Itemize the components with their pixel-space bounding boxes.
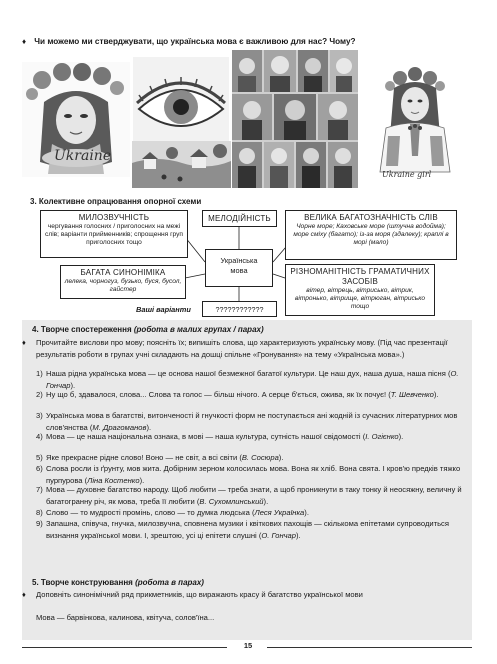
schema-box-melody-text: чергування голосних / приголосних на межі слів; варіанти прийменників; спрощення груп приголосних тощо [45, 223, 183, 247]
schema-box-synonyms [60, 265, 186, 299]
quote-body: Запашна, співуча, гнучка, милозвучна, сповнена музики і квіткових пахощів — скількома епітетами супроводиться визнання української мови. І, зрештою, усі ці епітети слушні ( [46, 519, 449, 540]
schema-center-line2: мова [230, 265, 248, 275]
quote-body: Мова — це наша національна ознака, в мові — наша культура, сутність нашої свідомості ( [46, 432, 366, 441]
quote-author: Леся Українка [254, 508, 305, 517]
ukraine-girl-illustration [22, 62, 130, 177]
footer-rule-left [22, 647, 227, 648]
quote-number: 1) [36, 369, 43, 378]
section5-intro [22, 589, 470, 601]
quote-item [36, 507, 472, 519]
right-image-caption: Ukraine girl [382, 170, 432, 179]
quote-author: О. Гончар [46, 369, 459, 390]
quote-end: ). [146, 422, 152, 432]
quote-body: Українська мова в багатстві, витонченості й гнучкості форм не поступається ані жодній із сучасних літературних мов слов'янства ( [46, 411, 458, 432]
quote-number: 3) [36, 411, 43, 420]
section4-title [32, 325, 264, 334]
quote-text [36, 507, 472, 519]
question-line [22, 37, 472, 46]
schema-box-grammar [285, 264, 435, 316]
quote-text [36, 410, 472, 433]
quote-end: ). [398, 432, 404, 441]
quote-item [36, 484, 472, 507]
girl-vyshyvanka-drawing [360, 66, 470, 186]
quote-item [36, 368, 472, 391]
section4-intro [22, 337, 470, 360]
page-number: 15 [243, 641, 253, 650]
quote-body: Яке прекрасне рідне слово! Воно — не світ, а всі світи ( [46, 453, 242, 462]
section5-example: Мова — барвінкова, калинова, квітуча, солов'їна... [36, 613, 215, 622]
quote-number: 4) [36, 432, 43, 441]
quote-text [36, 484, 472, 507]
schema-box-grammar-title: РІЗНОМАНІТНІСТЬ ГРАМАТИЧНИХ ЗАСОБІВ [290, 267, 430, 286]
schema-box-melodic-title: МЕЛОДІЙНІСТЬ [208, 214, 271, 223]
quote-end: ). [296, 530, 301, 540]
section4-intro-text: Прочитайте вислови про мову; поясніть їх; випишіть слова, що характеризують українську мову. (Під час презентації результатів роботи в групах учні складають на дошці спільне «Гронування» на тему «Українська мова».) [36, 338, 448, 359]
schema-box-grammar-text: вітер, вітрець, вітрисько, вітрик, вітронько, вітрище, вітрюган, вітрисько тощо [294, 287, 426, 311]
section5-title-text: 5. Творче конструювання [32, 578, 133, 587]
girl-vyshyvanka-illustration [360, 66, 470, 186]
section3-title: 3. Колективне опрацювання опорної схеми [30, 197, 202, 206]
schema-box-melodic [202, 210, 277, 227]
quote-item [36, 431, 472, 443]
quote-end: ). [263, 496, 269, 506]
schema-center-line1: Українська [220, 256, 258, 265]
section5-intro-text: Доповніть синонімічний ряд прикметників, що виражають красу й багатство української мови [36, 590, 363, 599]
quote-author: В. Сухомлинський [199, 496, 264, 506]
quote-author: Т. Шевченко [390, 390, 434, 399]
left-image-caption: Ukraine [54, 148, 112, 164]
question-text: Чи можемо ми стверджувати, що українська мова є важливою для нас? Чому? [34, 37, 356, 46]
schema-box-synonyms-text: лелека, чорногуз, бузько, буся, бусол, гайстер [64, 278, 182, 294]
quote-author: І. Огієнко [365, 432, 399, 441]
portraits-collage [232, 50, 358, 188]
quote-text [36, 389, 472, 401]
section4-title-suffix: (робота в малих групах / парах) [133, 325, 264, 334]
your-variants-label: Ваші варіанти [136, 305, 191, 314]
quote-author: В. Сосюра [241, 453, 279, 462]
quote-author: О. Гончар [261, 530, 296, 540]
quote-body: Слова росли із ґрунту, мов жита. Добірним зерном колосилась мова. Вона як хліб. Вона свята. І кров'ю предків тяжко пурпурова ( [46, 464, 461, 485]
quote-item [36, 463, 472, 486]
quote-item [36, 389, 472, 401]
quote-number: 9) [36, 519, 43, 528]
village-landscape-image [132, 141, 231, 188]
quote-item [36, 410, 472, 433]
quote-end: ). [70, 380, 76, 390]
diamond-bullet-icon: ♦ [22, 37, 27, 46]
village-landscape-drawing [132, 141, 231, 188]
quote-text [36, 463, 472, 486]
quote-end: ). [278, 453, 284, 462]
quote-text [36, 431, 472, 443]
section5-title [32, 578, 204, 587]
quote-number: 5) [36, 453, 43, 462]
schema-box-polysemy [285, 210, 457, 260]
quote-number: 2) [36, 390, 43, 399]
schema-center-box [205, 249, 273, 287]
schema-box-polysemy-title: ВЕЛИКА БАГАТОЗНАЧНІСТЬ СЛІВ [304, 213, 438, 222]
quote-end: ). [139, 475, 145, 485]
quote-number: 7) [36, 485, 43, 494]
quote-number: 8) [36, 508, 43, 517]
schema-box-polysemy-text: Чорне море; Каховське море (штучна водойма); море сміху (багато); із-за моря (здалеку); краплі в морі (мало) [293, 223, 449, 247]
quote-body: Ну що б, здавалося, слова... Слова та голос — більш нічого. А серце б'ється, ожива, як їх почує! ( [46, 390, 391, 399]
quote-text [36, 452, 472, 464]
schema-box-melody-title: МИЛОЗВУЧНІСТЬ [78, 213, 150, 222]
quote-item [36, 518, 472, 541]
your-variants-value: ???????????? [215, 305, 264, 314]
footer-rule-right [267, 647, 472, 648]
quote-author: Ліна Костенко [87, 475, 140, 485]
quote-end: ). [304, 508, 309, 517]
schema-box-melody [40, 210, 188, 258]
quote-text [36, 518, 472, 541]
section5-title-suffix: (робота в парах) [135, 578, 204, 587]
section4-title-text: 4. Творче спостереження [32, 325, 132, 334]
schema-box-synonyms-title: БАГАТА СИНОНІМІКА [80, 268, 166, 277]
quote-end: ). [433, 390, 439, 399]
quote-author: М. Драгоманов [92, 422, 147, 432]
quote-text [36, 368, 472, 391]
diamond-bullet-icon: ♦ [22, 590, 26, 599]
quote-body: Мова — духовне багатство народу. Щоб любити — треба знати, а щоб проникнути в таку тонку й неосяжну, величну й багатогранну річ, як мова, треба її любити ( [46, 485, 462, 506]
quote-item [36, 452, 472, 464]
portraits-collage-drawing [232, 50, 358, 188]
quote-body: Наша рідна українська мова — це основа нашої безмежної багатої культури. Це наш дух, наша душа, наша пісня ( [46, 369, 451, 378]
your-variants-box [202, 301, 277, 317]
diamond-bullet-icon: ♦ [22, 338, 26, 347]
quote-body: Слово — то мудрості промінь, слово — то думка людська ( [46, 508, 255, 517]
quote-number: 6) [36, 464, 43, 473]
